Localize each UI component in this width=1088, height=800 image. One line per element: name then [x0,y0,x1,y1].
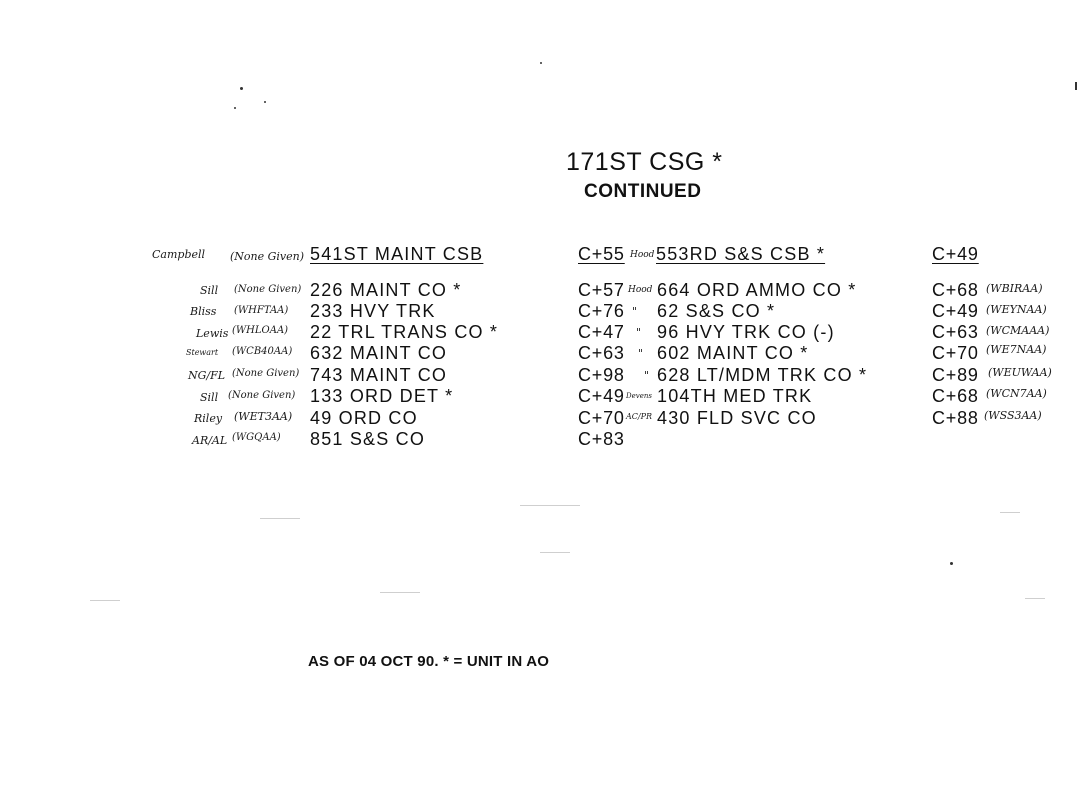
left-header-id: (None Given) [230,250,305,263]
scan-noise-line [380,592,420,593]
scan-speck [240,87,243,90]
left-row-location: Sill [200,391,219,404]
document-subtitle: CONTINUED [584,181,702,202]
right-row-unit: 628 LT/MDM TRK CO * [657,365,868,385]
right-row-id: (WE7NAA) [986,343,1047,356]
left-header-unit: 541ST MAINT CSB [310,244,484,264]
left-row-id: (WGQAA) [232,432,281,443]
right-row-location: Hood [628,285,653,295]
right-row-location: AC/PR [626,412,652,421]
left-row-c: C+83 [578,429,625,449]
scan-speck [1075,82,1077,90]
scan-noise-line [1025,598,1045,599]
scan-speck [264,101,266,103]
left-row-unit: 22 TRL TRANS CO * [310,322,499,342]
left-row-c: C+49 [578,386,625,406]
right-row-id: (WCMAAA) [986,324,1050,337]
left-row-unit: 233 HVY TRK [310,301,436,321]
right-row-location: " [636,326,642,339]
right-row-unit: 430 FLD SVC CO [657,408,817,428]
left-row-unit: 851 S&S CO [310,429,426,449]
right-row-id: (WSS3AA) [984,409,1042,422]
left-row-location: Sill [200,284,219,297]
left-row-unit: 632 MAINT CO [310,343,448,363]
left-row-id: (None Given) [228,390,296,401]
right-row-location: " [644,369,650,382]
right-row-id: (WBIRAA) [986,282,1043,295]
right-row-unit: 664 ORD AMMO CO * [657,280,857,300]
scan-noise-line [260,518,300,519]
left-row-c: C+47 [578,322,625,342]
left-row-id: (None Given) [234,284,302,295]
right-row-unit: 602 MAINT CO * [657,343,809,363]
right-row-location: Devens [626,392,652,400]
right-row-location: " [638,347,644,360]
right-header-c-value: C+49 [932,244,979,264]
right-row-c: C+70 [932,343,979,363]
left-row-id: (WHLOAA) [232,325,289,336]
left-row-id: (WET3AA) [234,410,293,423]
as-of-footer: AS OF 04 OCT 90. * = UNIT IN AO [308,653,550,670]
right-row-c: C+63 [932,322,979,342]
left-header-c-value: C+55 [578,244,625,264]
scan-speck [950,562,953,565]
left-row-location: Stewart [186,348,219,357]
right-header-location: Hood [630,250,655,260]
scan-speck [234,107,236,109]
left-row-unit: 49 ORD CO [310,408,418,428]
left-row-c: C+98 [578,365,625,385]
scan-noise-line [1000,512,1020,513]
right-row-c: C+68 [932,386,979,406]
left-row-location: NG/FL [188,369,226,382]
right-row-unit: 62 S&S CO * [657,301,776,321]
left-row-c: C+70 [578,408,625,428]
left-row-unit: 226 MAINT CO * [310,280,462,300]
right-header-unit: 553RD S&S CSB * [656,244,826,264]
right-row-c: C+49 [932,301,979,321]
right-row-unit: 104TH MED TRK [657,386,813,406]
left-row-unit: 743 MAINT CO [310,365,448,385]
scan-noise-line [540,552,570,553]
left-row-location: Lewis [196,327,229,340]
right-row-id: (WEYNAA) [986,303,1047,316]
right-row-unit: 96 HVY TRK CO (-) [657,322,835,342]
right-row-id: (WCN7AA) [986,387,1047,400]
left-row-location: Riley [194,412,223,425]
scan-noise-line [520,505,580,506]
left-row-id: (WCB40AA) [232,346,293,357]
right-row-c: C+89 [932,365,979,385]
left-row-location: AR/AL [192,434,228,447]
scan-speck [540,62,542,64]
right-row-location: " [632,305,638,318]
left-header-location: Campbell [152,248,206,261]
left-row-unit: 133 ORD DET * [310,386,454,406]
right-row-c: C+88 [932,408,979,428]
right-row-id: (WEUWAA) [988,366,1052,379]
scan-noise-line [90,600,120,601]
left-row-id: (WHFTAA) [234,305,289,316]
left-row-location: Bliss [190,305,217,318]
left-row-c: C+76 [578,301,625,321]
left-row-id: (None Given) [232,368,300,379]
right-row-c: C+68 [932,280,979,300]
left-row-c: C+57 [578,280,625,300]
document-title: 171ST CSG * [566,148,723,176]
left-row-c: C+63 [578,343,625,363]
